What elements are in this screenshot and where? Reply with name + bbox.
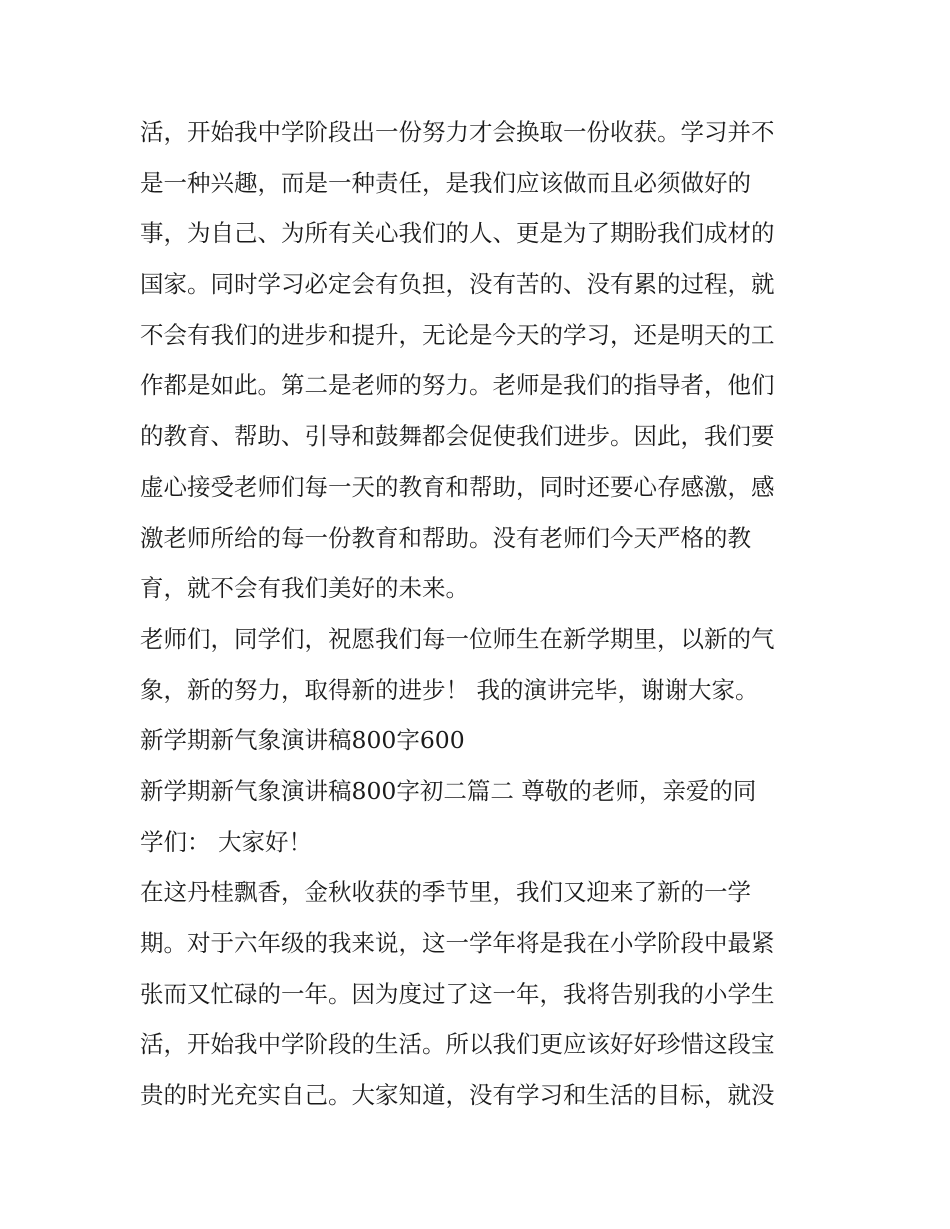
text-line: 张而又忙碌的一年。因为度过了这一年，我将告别我的小学生 — [140, 979, 775, 1008]
text-line: 活，开始我中学阶段的生活。所以我们更应该好好珍惜这段宝 — [140, 1030, 775, 1059]
text-line: 作都是如此。第二是老师的努力。老师是我们的指导者，他们 — [140, 371, 775, 400]
text-line: 在这丹桂飘香，金秋收获的季节里，我们又迎来了新的一学 — [140, 878, 751, 907]
text-line: 事，为自己、为所有关心我们的人、更是为了期盼我们成材的 — [140, 219, 775, 248]
text-line: 期。对于六年级的我来说，这一学年将是我在小学阶段中最紧 — [140, 929, 775, 957]
text-line: 育，就不会有我们美好的未来。 — [140, 574, 469, 603]
text-line: 老师们，同学们，祝愿我们每一位师生在新学期里，以新的气 — [140, 624, 775, 653]
text-line: 象，新的努力，取得新的进步！ 我的演讲完毕，谢谢大家。 — [140, 675, 759, 704]
document-body — [140, 107, 820, 1121]
text-line: 学们： 大家好！ — [140, 827, 312, 856]
text-line: 活，开始我中学阶段出一份努力才会换取一份收获。学习并不 — [140, 118, 775, 146]
text-line: 国家。同时学习必定会有负担，没有苦的、没有累的过程，就 — [140, 270, 775, 299]
text-line: 激老师所给的每一份教育和帮助。没有老师们今天严格的教 — [140, 523, 751, 552]
heading-line: 新学期新气象演讲稿800字600 — [140, 726, 465, 755]
text-line: 是一种兴趣，而是一种责任，是我们应该做而且必须做好的 — [140, 168, 751, 197]
text-line: 虚心接受老师们每一天的教育和帮助，同时还要心存感激，感 — [140, 472, 775, 501]
text-line: 新学期新气象演讲稿800字初二篇二 尊敬的老师，亲爱的同 — [140, 776, 757, 805]
text-line: 不会有我们的进步和提升，无论是今天的学习，还是明天的工 — [140, 320, 775, 349]
text-line: 贵的时光充实自己。大家知道，没有学习和生活的目标，就没 — [140, 1081, 775, 1110]
text-line: 的教育、帮助、引导和鼓舞都会促使我们进步。因此，我们要 — [140, 422, 775, 451]
